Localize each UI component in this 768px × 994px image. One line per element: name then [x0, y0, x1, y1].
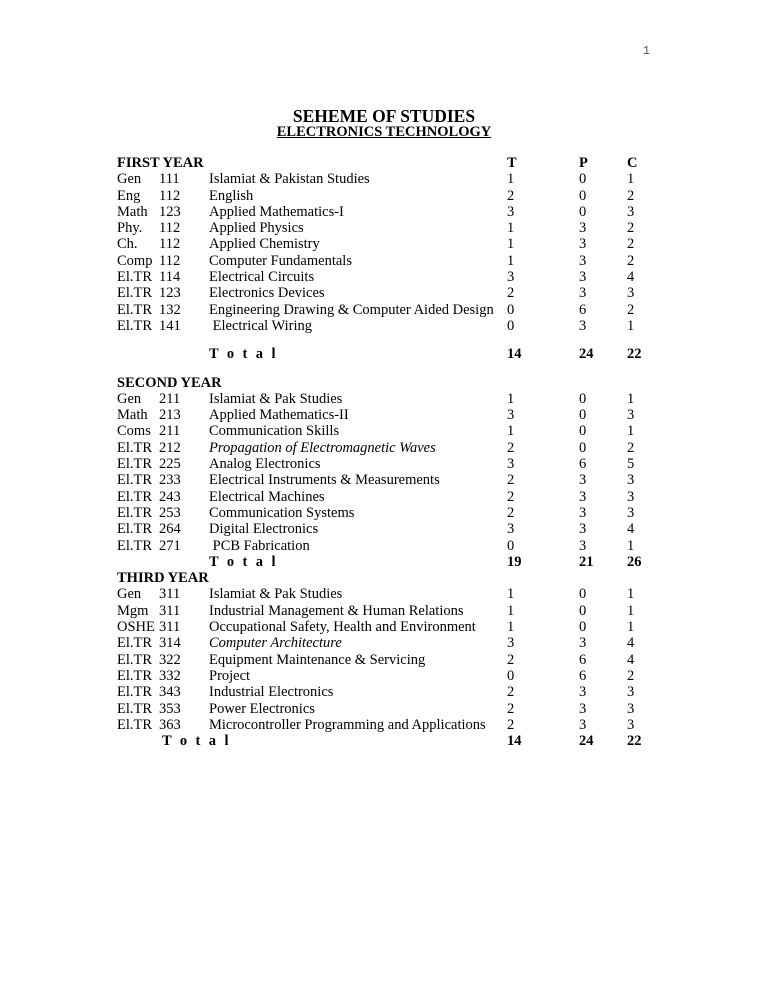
course-dept: Gen — [117, 586, 142, 603]
course-dept: Mgm — [117, 602, 149, 619]
course-title: Project — [209, 667, 251, 684]
course-dept: El.TR — [117, 488, 153, 505]
total-c: 22 — [627, 346, 642, 363]
section-header-row — [117, 570, 657, 586]
credit-hours: 2 — [627, 187, 635, 204]
credit-hours: 4 — [627, 635, 635, 652]
course-row — [117, 391, 657, 407]
course-dept: El.TR — [117, 635, 153, 652]
course-row — [117, 407, 657, 423]
practical-hours: 6 — [579, 651, 587, 668]
theory-hours: 1 — [507, 220, 515, 237]
course-dept: El.TR — [117, 504, 153, 521]
course-title: Electrical Machines — [209, 488, 325, 505]
course-title: Occupational Safety, Health and Environment — [209, 619, 476, 636]
course-title: Applied Physics — [209, 220, 304, 237]
course-row — [117, 701, 657, 717]
course-title: Communication Skills — [209, 423, 340, 440]
theory-hours: 3 — [507, 407, 515, 424]
theory-hours: 2 — [507, 700, 515, 717]
course-dept: El.TR — [117, 521, 153, 538]
course-dept: El.TR — [117, 317, 153, 334]
course-dept: El.TR — [117, 700, 153, 717]
course-code: 363 — [159, 716, 181, 733]
practical-hours: 0 — [579, 439, 587, 456]
theory-hours: 0 — [507, 301, 515, 318]
course-code: 123 — [159, 285, 181, 302]
practical-hours: 0 — [579, 407, 587, 424]
credit-hours: 1 — [627, 317, 635, 334]
credit-hours: 3 — [627, 203, 635, 220]
practical-hours: 3 — [579, 472, 587, 489]
course-title: Applied Chemistry — [209, 236, 320, 253]
course-title: Electrical Instruments & Measurements — [209, 472, 440, 489]
theory-hours: 1 — [507, 619, 515, 636]
credit-hours: 1 — [627, 423, 635, 440]
course-title: Electrical Circuits — [209, 269, 315, 286]
theory-hours: 3 — [507, 521, 515, 538]
practical-hours: 3 — [579, 269, 587, 286]
document-subtitle: ELECTRONICS TECHNOLOGY — [276, 124, 492, 140]
credit-hours: 2 — [627, 667, 635, 684]
credit-hours: 2 — [627, 439, 635, 456]
credit-hours: 4 — [627, 269, 635, 286]
theory-hours: 3 — [507, 203, 515, 220]
practical-hours: 3 — [579, 317, 587, 334]
theory-hours: 2 — [507, 472, 515, 489]
course-title: Computer Fundamentals — [209, 252, 352, 269]
total-t: 14 — [507, 733, 522, 750]
course-title: Applied Mathematics-II — [209, 407, 349, 424]
theory-hours: 2 — [507, 504, 515, 521]
course-code: 141 — [159, 317, 181, 334]
theory-hours: 1 — [507, 171, 515, 188]
course-dept: El.TR — [117, 684, 153, 701]
course-title: Digital Electronics — [209, 521, 319, 538]
course-row — [117, 684, 657, 700]
credit-hours: 1 — [627, 586, 635, 603]
credit-hours: 3 — [627, 716, 635, 733]
course-row — [117, 285, 657, 301]
course-code: 211 — [159, 390, 181, 407]
credit-hours: 2 — [627, 220, 635, 237]
course-dept: El.TR — [117, 651, 153, 668]
course-title: Propagation of Electromagnetic Waves — [209, 439, 436, 456]
theory-hours: 2 — [507, 651, 515, 668]
course-row — [117, 253, 657, 269]
credit-hours: 3 — [627, 407, 635, 424]
course-code: 123 — [159, 203, 181, 220]
course-dept: El.TR — [117, 269, 153, 286]
spacer — [117, 334, 657, 346]
course-code: 311 — [159, 619, 181, 636]
credit-hours: 1 — [627, 619, 635, 636]
course-title: Islamiat & Pak Studies — [209, 390, 343, 407]
credit-hours: 1 — [627, 171, 635, 188]
course-title: Engineering Drawing & Computer Aided Design — [209, 301, 494, 318]
practical-hours: 3 — [579, 252, 587, 269]
course-row — [117, 586, 657, 602]
total-t: 19 — [507, 553, 522, 570]
course-dept: El.TR — [117, 472, 153, 489]
course-row — [117, 440, 657, 456]
course-dept: Gen — [117, 171, 142, 188]
column-header-t: T — [507, 155, 517, 171]
total-c: 26 — [627, 553, 642, 570]
theory-hours: 0 — [507, 317, 515, 334]
course-code: 132 — [159, 301, 181, 318]
course-title: Islamiat & Pak Studies — [209, 586, 343, 603]
theory-hours: 3 — [507, 635, 515, 652]
practical-hours: 0 — [579, 586, 587, 603]
course-code: 211 — [159, 423, 181, 440]
credit-hours: 5 — [627, 456, 635, 473]
course-row — [117, 717, 657, 733]
course-row — [117, 204, 657, 220]
course-dept: El.TR — [117, 716, 153, 733]
course-code: 332 — [159, 667, 181, 684]
section-label: FIRST YEAR — [117, 155, 204, 171]
practical-hours: 3 — [579, 521, 587, 538]
course-dept: Ch. — [117, 236, 138, 253]
practical-hours: 6 — [579, 301, 587, 318]
credit-hours: 3 — [627, 504, 635, 521]
practical-hours: 3 — [579, 504, 587, 521]
course-code: 225 — [159, 456, 181, 473]
total-row — [117, 346, 657, 362]
theory-hours: 0 — [507, 537, 515, 554]
course-title: Industrial Electronics — [209, 684, 334, 701]
course-row — [117, 456, 657, 472]
course-code: 112 — [159, 187, 181, 204]
theory-hours: 1 — [507, 586, 515, 603]
credit-hours: 3 — [627, 700, 635, 717]
total-p: 24 — [579, 733, 594, 750]
course-row — [117, 269, 657, 285]
course-dept: Math — [117, 203, 148, 220]
section-header-row — [117, 155, 657, 171]
course-title: Analog Electronics — [209, 456, 321, 473]
practical-hours: 3 — [579, 236, 587, 253]
course-title: Power Electronics — [209, 700, 315, 717]
spacer — [117, 363, 657, 375]
column-header-c: C — [627, 155, 638, 171]
document-title: SEHEME OF STUDIES — [292, 106, 476, 126]
course-title: PCB Fabrication — [209, 537, 310, 554]
course-code: 112 — [159, 236, 181, 253]
course-code: 212 — [159, 439, 181, 456]
course-code: 353 — [159, 700, 181, 717]
section-label: THIRD YEAR — [117, 570, 209, 587]
course-row — [117, 652, 657, 668]
course-row — [117, 538, 657, 554]
course-title: Communication Systems — [209, 504, 355, 521]
credit-hours: 2 — [627, 236, 635, 253]
course-row — [117, 505, 657, 521]
section-header-row — [117, 375, 657, 391]
practical-hours: 6 — [579, 456, 587, 473]
credit-hours: 1 — [627, 390, 635, 407]
theory-hours: 2 — [507, 488, 515, 505]
credit-hours: 3 — [627, 285, 635, 302]
practical-hours: 3 — [579, 635, 587, 652]
course-code: 112 — [159, 252, 181, 269]
practical-hours: 6 — [579, 667, 587, 684]
practical-hours: 3 — [579, 684, 587, 701]
theory-hours: 1 — [507, 252, 515, 269]
total-label: T o t a l — [209, 553, 278, 570]
total-label: T o t a l — [209, 346, 278, 363]
course-code: 311 — [159, 602, 181, 619]
credit-hours: 4 — [627, 521, 635, 538]
course-row — [117, 236, 657, 252]
credit-hours: 3 — [627, 472, 635, 489]
total-t: 14 — [507, 346, 522, 363]
practical-hours: 3 — [579, 537, 587, 554]
course-row — [117, 188, 657, 204]
theory-hours: 2 — [507, 684, 515, 701]
course-code: 253 — [159, 504, 181, 521]
credit-hours: 2 — [627, 301, 635, 318]
course-dept: El.TR — [117, 301, 153, 318]
course-code: 112 — [159, 220, 181, 237]
credit-hours: 4 — [627, 651, 635, 668]
course-code: 243 — [159, 488, 181, 505]
scheme-table — [117, 155, 657, 749]
total-row — [117, 554, 657, 570]
course-title: Microcontroller Programming and Applications — [209, 716, 486, 733]
course-dept: El.TR — [117, 285, 153, 302]
practical-hours: 3 — [579, 700, 587, 717]
course-row — [117, 423, 657, 439]
total-row — [117, 733, 657, 749]
course-title: Electronics Devices — [209, 285, 325, 302]
practical-hours: 0 — [579, 171, 587, 188]
practical-hours: 0 — [579, 619, 587, 636]
course-title: Equipment Maintenance & Servicing — [209, 651, 426, 668]
course-row — [117, 220, 657, 236]
practical-hours: 3 — [579, 220, 587, 237]
course-code: 322 — [159, 651, 181, 668]
course-row — [117, 489, 657, 505]
course-row — [117, 668, 657, 684]
course-code: 233 — [159, 472, 181, 489]
course-code: 213 — [159, 407, 181, 424]
page-number: 1 — [642, 44, 650, 58]
theory-hours: 1 — [507, 390, 515, 407]
section-label: SECOND YEAR — [117, 374, 222, 391]
course-row — [117, 619, 657, 635]
total-c: 22 — [627, 733, 642, 750]
course-code: 114 — [159, 269, 181, 286]
theory-hours: 1 — [507, 602, 515, 619]
course-title: Industrial Management & Human Relations — [209, 602, 464, 619]
practical-hours: 3 — [579, 716, 587, 733]
course-title: Computer Architecture — [209, 635, 342, 652]
theory-hours: 1 — [507, 236, 515, 253]
theory-hours: 2 — [507, 285, 515, 302]
total-p: 21 — [579, 553, 594, 570]
course-title: English — [209, 187, 254, 204]
practical-hours: 3 — [579, 285, 587, 302]
course-dept: OSHE — [117, 619, 155, 636]
course-row — [117, 171, 657, 187]
theory-hours: 3 — [507, 269, 515, 286]
course-row — [117, 635, 657, 651]
practical-hours: 0 — [579, 602, 587, 619]
course-dept: El.TR — [117, 667, 153, 684]
theory-hours: 1 — [507, 423, 515, 440]
course-code: 271 — [159, 537, 181, 554]
practical-hours: 0 — [579, 390, 587, 407]
course-dept: Coms — [117, 423, 151, 440]
course-dept: El.TR — [117, 456, 153, 473]
total-p: 24 — [579, 346, 594, 363]
course-code: 111 — [159, 171, 180, 188]
course-row — [117, 318, 657, 334]
credit-hours: 2 — [627, 252, 635, 269]
course-title: Applied Mathematics-I — [209, 203, 344, 220]
theory-hours: 2 — [507, 716, 515, 733]
total-label: T o t a l — [162, 733, 231, 750]
course-dept: Comp — [117, 252, 153, 269]
course-dept: El.TR — [117, 537, 153, 554]
practical-hours: 0 — [579, 187, 587, 204]
theory-hours: 3 — [507, 456, 515, 473]
course-dept: Math — [117, 407, 148, 424]
course-title: Islamiat & Pakistan Studies — [209, 171, 370, 188]
course-code: 343 — [159, 684, 181, 701]
column-header-p: P — [579, 155, 588, 171]
credit-hours: 1 — [627, 602, 635, 619]
theory-hours: 2 — [507, 187, 515, 204]
course-dept: El.TR — [117, 439, 153, 456]
course-dept: Phy. — [117, 220, 143, 237]
course-row — [117, 603, 657, 619]
theory-hours: 2 — [507, 439, 515, 456]
credit-hours: 3 — [627, 684, 635, 701]
course-row — [117, 472, 657, 488]
course-code: 311 — [159, 586, 181, 603]
course-title: Electrical Wiring — [209, 317, 313, 334]
practical-hours: 3 — [579, 488, 587, 505]
course-row — [117, 521, 657, 537]
practical-hours: 0 — [579, 203, 587, 220]
theory-hours: 0 — [507, 667, 515, 684]
course-dept: Eng — [117, 187, 141, 204]
course-dept: Gen — [117, 390, 142, 407]
credit-hours: 3 — [627, 488, 635, 505]
credit-hours: 1 — [627, 537, 635, 554]
course-row — [117, 302, 657, 318]
practical-hours: 0 — [579, 423, 587, 440]
course-code: 264 — [159, 521, 181, 538]
course-code: 314 — [159, 635, 181, 652]
